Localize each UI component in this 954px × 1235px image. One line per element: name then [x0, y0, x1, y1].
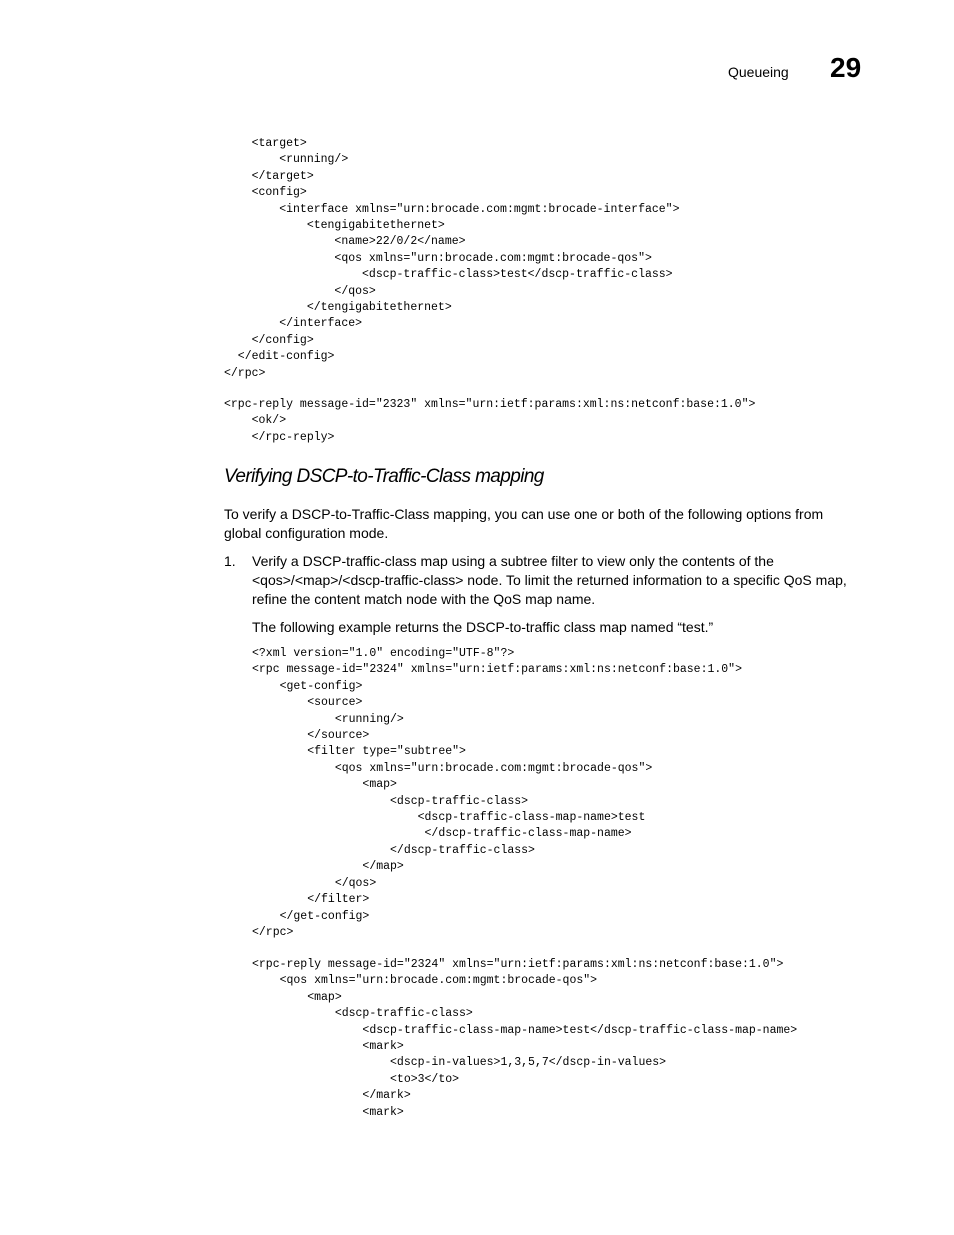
code-block-rpc-reply-map: <rpc-reply message-id="2324" xmlns="urn:ietf:params:xml:ns:netconf:base:1.0"> <qos xmlns="urn:brocade.com:mgmt:brocade-qos"> <map> <dscp-traffic-class> <dscp-traffic-class-map-name>test</dscp-traffic-class-map-name> <mark> <dscp-in-values>1,3,5,7</dscp-in-values> <to>3</to> </mark> <mark>	[252, 958, 798, 1119]
chapter-number: 29	[830, 52, 862, 83]
code-block-edit-config: <target> <running/> </target> <config> <interface xmlns="urn:brocade.com:mgmt:brocade-interface"> <tengigabitethernet> <name>22/0/2</name> <qos xmlns="urn:brocade.com:mgmt:brocade-qos"> <dscp-traffic-class>test</dscp-traffic-class> </qos> </tengigabitethernet> </interface> </config> </edit-config> </rpc>	[224, 137, 680, 380]
code-block-get-config: <?xml version="1.0" encoding="UTF-8"?> <rpc message-id="2324" xmlns="urn:ietf:params:xml:ns:netconf:base:1.0"> <get-config> <source> <running/> </source> <filter type="subtree"> <qos xmlns="urn:brocade.com:mgmt:brocade-qos"> <map> <dscp-traffic-class> <dscp-traffic-class-map-name>test </dscp-traffic-class-map-name> </dscp-traffic-class> </map> </qos> </filter> </get-config> </rpc>	[252, 647, 742, 939]
step-number: 1.	[224, 553, 236, 569]
step-text: Verify a DSCP-traffic-class map using a subtree filter to view only the contents of the <qos>/<map>/<dscp-traffic-class> node. To limit the returned information to a specific QoS map, refine the content match node with the QoS map name.	[252, 553, 847, 607]
intro-paragraph: To verify a DSCP-to-Traffic-Class mapping, you can use one or both of the following options from global configuration mode.	[224, 506, 824, 541]
example-intro-paragraph: The following example returns the DSCP-to-traffic class map named “test.”	[252, 619, 714, 635]
running-header-section-title: Queueing	[728, 64, 789, 80]
section-heading: Verifying DSCP-to-Traffic-Class mapping	[224, 466, 544, 487]
code-block-rpc-reply-ok: <rpc-reply message-id="2323" xmlns="urn:ietf:params:xml:ns:netconf:base:1.0"> <ok/> </rpc-reply>	[224, 398, 756, 444]
